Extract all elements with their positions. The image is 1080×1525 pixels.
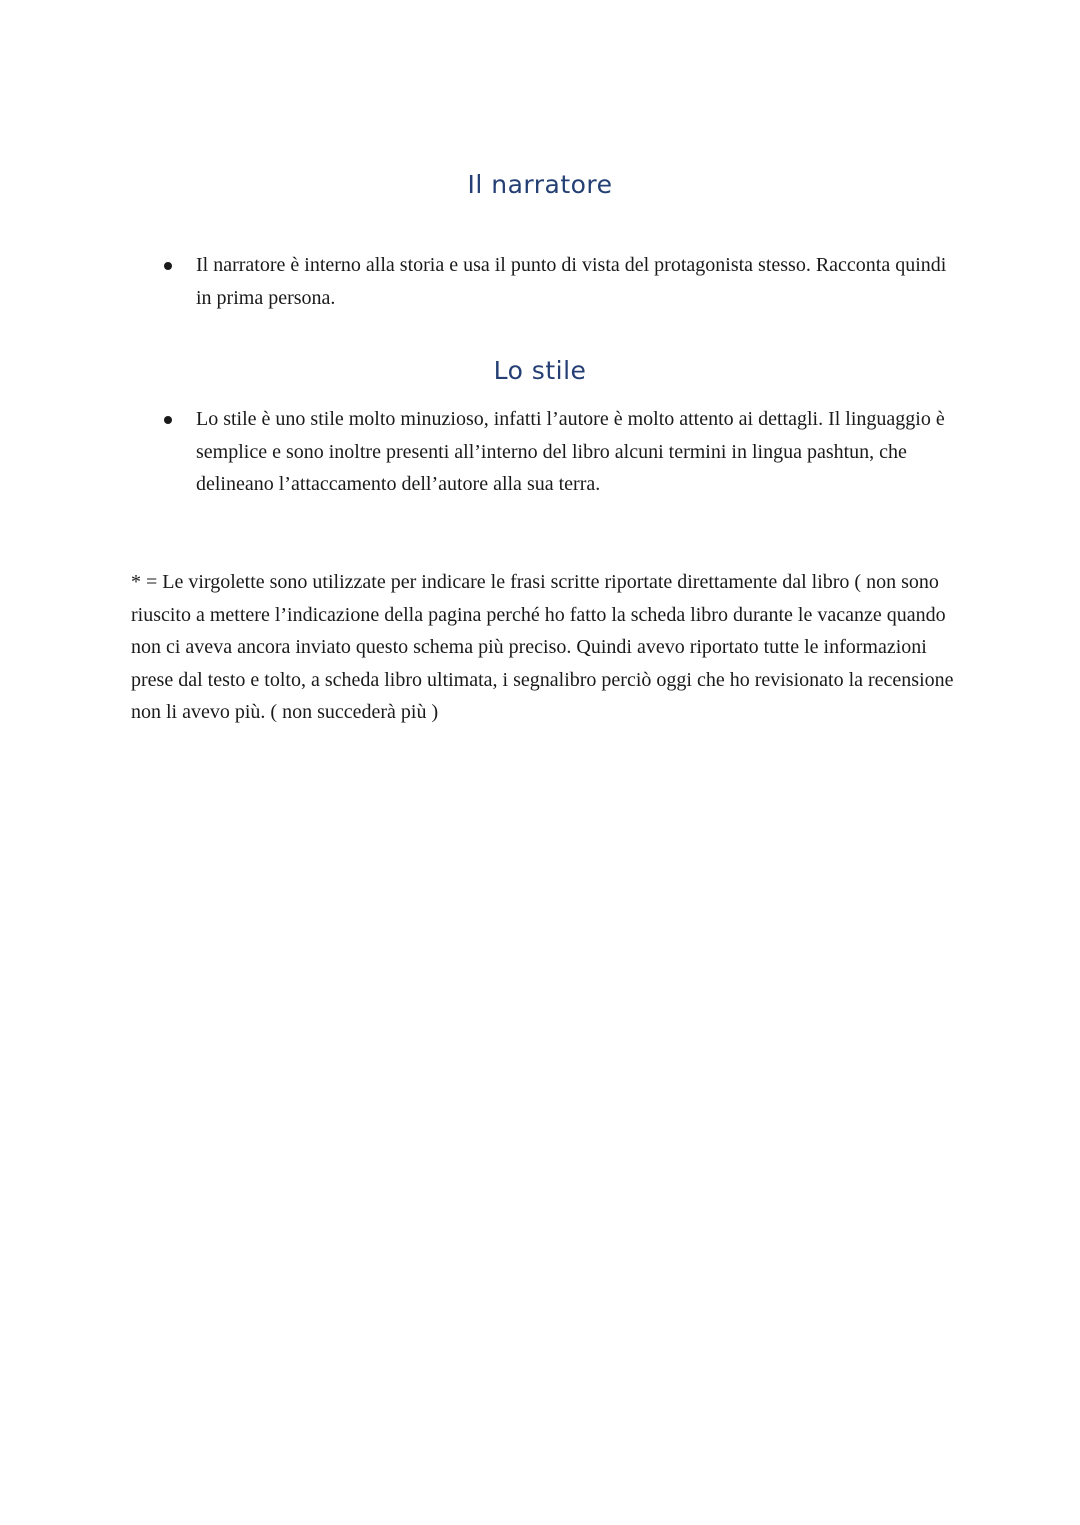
narratore-bullet-list [160, 249, 960, 314]
bullet-icon [164, 416, 172, 424]
bullet-text: Il narratore è interno alla storia e usa il punto di vista del protagonista stesso. Racconta quindi in prima persona. [196, 254, 947, 309]
stile-bullet-list [160, 403, 960, 501]
bullet-text: Lo stile è uno stile molto minuzioso, infatti l’autore è molto attento ai dettagli. Il linguaggio è semplice e sono inoltre presenti all’interno del libro alcuni termini in lingua pashtun, che delineano l’attaccamento dell’autore alla sua terra. [196, 408, 945, 495]
section-heading-stile: Lo stile [493, 356, 587, 385]
list-item [160, 403, 960, 501]
list-item [160, 249, 960, 314]
footnote: * = Le virgolette sono utilizzate per indicare le frasi scritte riportate direttamente dal libro ( non sono riuscito a mettere l’indicazione della pagina perché ho fatto la scheda libro durante le vacanze quando non ci aveva ancora inviato questo schema più preciso. Quindi avevo riportato tutte le informazioni prese dal testo e tolto, a scheda libro ultimata, i segnalibro perciò oggi che ho revisionato la recensione non li avevo più. ( non succederà più ) [131, 571, 954, 723]
section-heading-narratore: Il narratore [467, 170, 613, 199]
bullet-icon [164, 262, 172, 270]
